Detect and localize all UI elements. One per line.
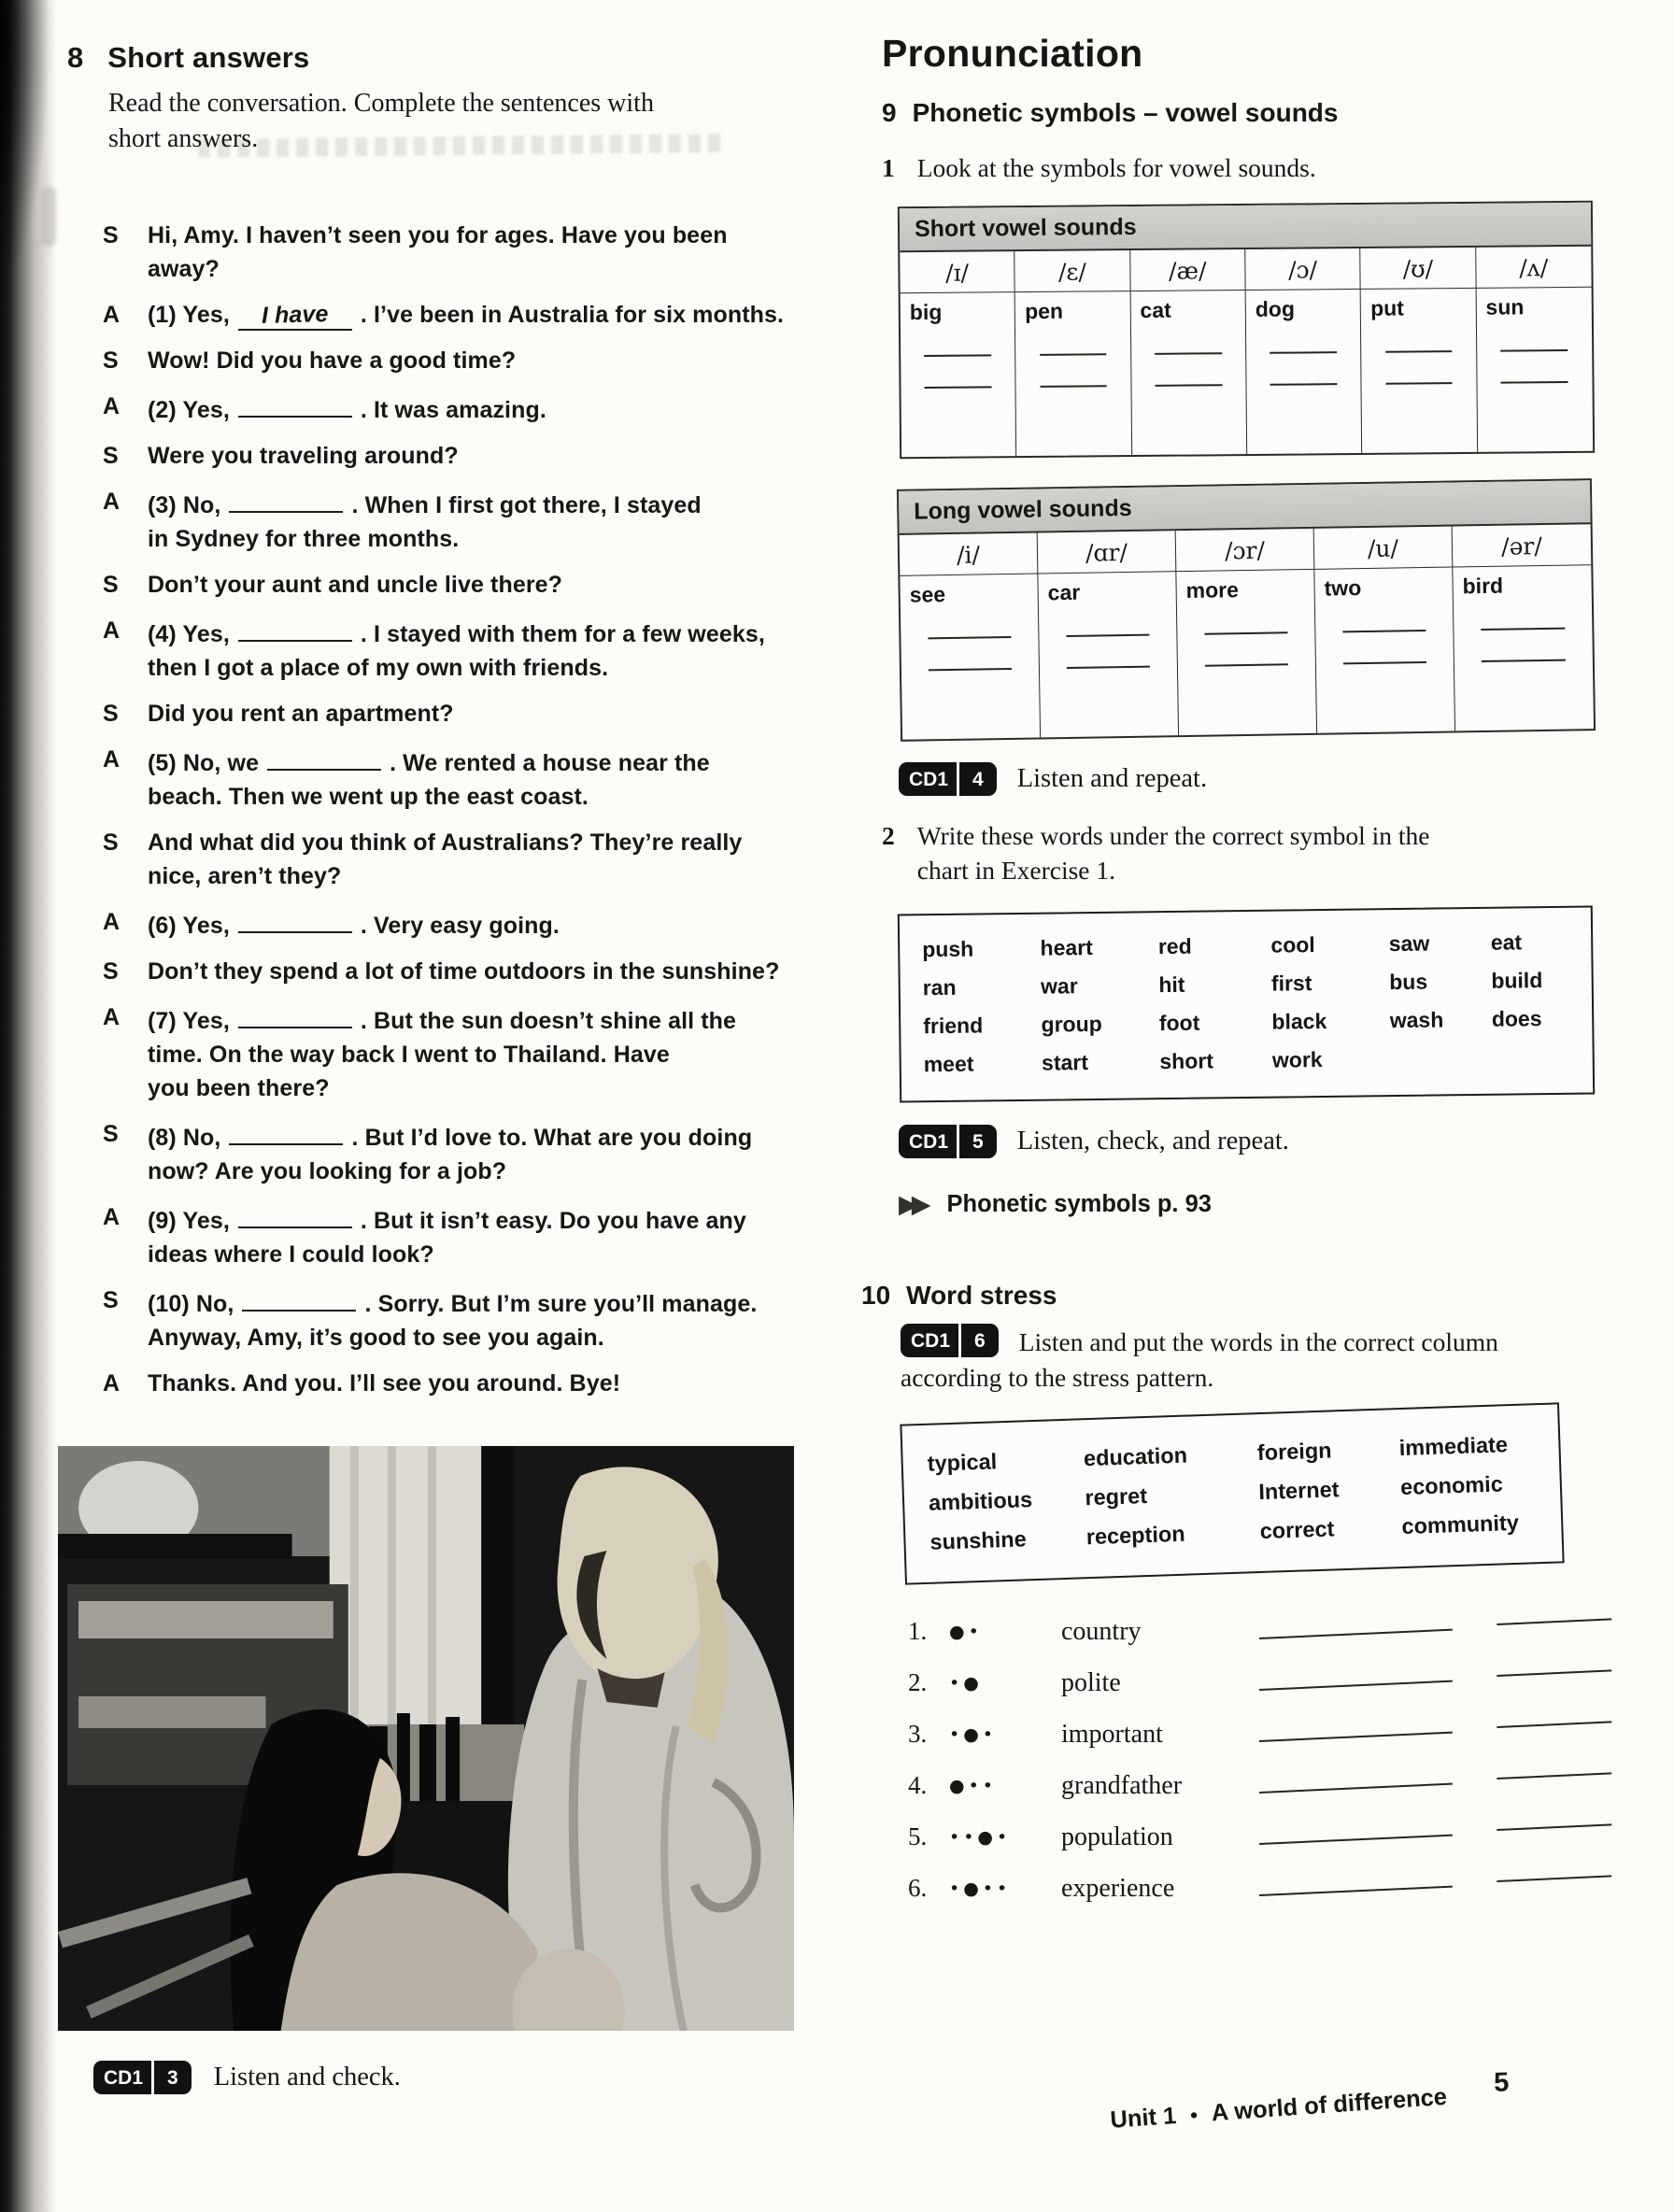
- dialog-line: [103, 743, 803, 814]
- table-cell: [1038, 572, 1179, 737]
- cd-badge: [901, 1324, 999, 1357]
- table-cell: [1361, 289, 1478, 453]
- word-row: [900, 565, 1594, 740]
- task-1: [882, 150, 1612, 185]
- word: cool: [1270, 932, 1315, 958]
- dialog-line: [103, 439, 803, 473]
- item-word: experience: [1061, 1874, 1175, 1904]
- dialog-line: [103, 697, 803, 730]
- exercise-10-heading: [861, 1281, 1612, 1311]
- exercise-number: 8: [67, 41, 84, 74]
- dialog-text: Thanks. And you. I’ll see you around. Bye!: [148, 1370, 621, 1397]
- phonetic-symbol: /ʊ/: [1361, 248, 1477, 290]
- answer-blank: [238, 303, 352, 331]
- dialog-line: [103, 1117, 803, 1188]
- table-cell: [900, 574, 1041, 740]
- dialog-text: (7) Yes, . But the sun doesn’t shine all the time. On the way back I went to Thailand. Have you been there?: [148, 1000, 736, 1105]
- speaker-label: S: [103, 222, 119, 249]
- cd-badge: [899, 762, 997, 796]
- write-in-line: [1270, 351, 1338, 354]
- word: ran: [922, 975, 957, 1000]
- handwritten-answer: I have: [261, 301, 329, 330]
- word: heart: [1040, 935, 1093, 961]
- word: foot: [1158, 1010, 1200, 1036]
- speaker-label: S: [103, 572, 119, 599]
- word-column: [1270, 926, 1390, 1081]
- write-in-line: [1259, 1884, 1453, 1896]
- table-cell: [1246, 290, 1363, 454]
- speaker-label: A: [103, 1370, 121, 1397]
- write-in-line: [1482, 628, 1566, 631]
- page-footer: [1109, 2067, 1511, 2135]
- dialog-text: (9) Yes, . But it isn’t easy. Do you have any ideas where I could look?: [148, 1200, 746, 1271]
- speaker-label: S: [103, 443, 119, 470]
- stress-item: [908, 1874, 1612, 1904]
- cd-track-number: 3: [167, 2067, 178, 2089]
- speaker-label: A: [103, 1004, 121, 1031]
- example-word: car: [1047, 579, 1081, 605]
- example-word: two: [1324, 575, 1362, 601]
- task-2: [882, 818, 1612, 887]
- unit-label: Unit 1: [1109, 2103, 1178, 2134]
- speaker-label: A: [103, 1204, 121, 1231]
- table-title: Short vowel sounds: [900, 203, 1591, 252]
- speaker-label: A: [103, 909, 121, 936]
- exercise-9-heading: [882, 98, 1612, 128]
- answer-blank: [238, 390, 352, 418]
- speaker-label: S: [103, 347, 119, 375]
- example-word: pen: [1025, 298, 1064, 324]
- write-in-line: [1066, 634, 1149, 637]
- exercise-8-section: [67, 41, 803, 1412]
- word-stress-box: [900, 1402, 1564, 1584]
- write-in-line: [1259, 1781, 1453, 1794]
- dialog-text: Did you rent an apartment?: [148, 701, 454, 728]
- exercise2-word-box: [898, 906, 1595, 1103]
- word: friend: [923, 1013, 984, 1039]
- word: group: [1041, 1012, 1102, 1038]
- write-in-line: [1342, 630, 1426, 632]
- cd-task-instruction: [901, 1324, 1612, 1393]
- dialog-text: Were you traveling around?: [148, 443, 459, 470]
- example-word: sun: [1485, 294, 1525, 319]
- exercise-8-instructions: Read the conversation. Complete the sentences with short answers.: [108, 89, 654, 154]
- speaker-label: S: [103, 1121, 119, 1148]
- speaker-label: A: [103, 489, 121, 516]
- table-cell: [901, 292, 1017, 457]
- cd-listen-check-repeat-row: [899, 1125, 1612, 1158]
- write-in-line: [1482, 659, 1566, 662]
- stress-dots-icon: ●•: [949, 1622, 983, 1643]
- dialog-line: [103, 826, 803, 893]
- word-column: [1389, 924, 1493, 1078]
- task-number: 1: [882, 153, 895, 182]
- section-heading: Pronunciation: [882, 32, 1143, 75]
- speaker-label: S: [103, 958, 119, 985]
- answer-blank: [238, 905, 352, 933]
- word: war: [1040, 973, 1078, 1000]
- speaker-label: S: [103, 701, 119, 728]
- dialog-text: Wow! Did you have a good time?: [148, 347, 517, 375]
- double-arrow-icon: ▶▶: [899, 1190, 925, 1219]
- page-number: 5: [1493, 2067, 1511, 2098]
- phonetic-symbol: /ɔ/: [1245, 248, 1361, 291]
- word-column: [922, 929, 1042, 1085]
- answer-blank: [238, 1000, 352, 1028]
- phonetic-symbol: /u/: [1314, 527, 1454, 570]
- item-number: 6.: [908, 1874, 928, 1903]
- dialog-text: Don’t they spend a lot of time outdoors in the sunshine?: [148, 958, 780, 985]
- table-title: Long vowel sounds: [899, 480, 1591, 535]
- stress-dots-icon: •●•: [949, 1724, 997, 1746]
- dialog-line: [103, 485, 803, 556]
- write-in-line: [1497, 1771, 1612, 1780]
- speaker-label: A: [103, 302, 121, 329]
- word-column: [927, 1439, 1086, 1561]
- example-word: cat: [1140, 297, 1171, 323]
- stress-dots-icon: •●••: [949, 1879, 1012, 1900]
- write-in-line: [1156, 384, 1223, 387]
- write-in-line: [929, 668, 1012, 671]
- write-in-line: [1040, 353, 1107, 356]
- write-in-line: [1259, 1679, 1453, 1691]
- photo-illustration: [58, 1446, 794, 2031]
- write-in-line: [1155, 352, 1222, 355]
- speaker-label: S: [103, 830, 119, 857]
- cd-caption: Listen and put the words in the correct column: [1018, 1327, 1498, 1357]
- word: sunshine: [929, 1526, 1028, 1554]
- word: typical: [927, 1449, 998, 1476]
- stress-dots-icon: ••●•: [949, 1827, 1012, 1849]
- word: immediate: [1398, 1432, 1509, 1461]
- bullet-separator: •: [1189, 2103, 1199, 2127]
- speaker-label: S: [103, 1287, 119, 1314]
- word-column: [1398, 1424, 1554, 1546]
- exercise-10-section: [861, 1281, 1612, 1904]
- cd-listen-and-check-row: [93, 2061, 401, 2094]
- cd-track-number: 5: [972, 1131, 984, 1154]
- exercise-8-heading: [67, 41, 803, 75]
- word: education: [1083, 1442, 1188, 1471]
- word-column: [1083, 1433, 1260, 1556]
- phonetic-symbol: /ɛ/: [1015, 250, 1131, 292]
- word: foreign: [1256, 1438, 1332, 1466]
- answer-blank: [238, 614, 352, 642]
- answer-blank: [229, 1117, 343, 1145]
- cd-caption: Listen and repeat.: [1016, 764, 1208, 794]
- dialog-line: [103, 1000, 803, 1105]
- write-in-line: [1259, 1833, 1453, 1845]
- dialog-text: (1) Yes, I have . I’ve been in Australia for six months.: [148, 298, 784, 332]
- stress-item: [908, 1771, 1612, 1801]
- table-cell: [1130, 291, 1247, 455]
- item-word: grandfather: [1061, 1771, 1183, 1801]
- write-in-line: [925, 355, 992, 358]
- exercise-number: 9: [882, 98, 897, 127]
- phonetic-symbol: /ɪ/: [900, 251, 1015, 293]
- word-column: [1491, 923, 1589, 1077]
- example-word: big: [909, 299, 943, 325]
- exercise-title: Phonetic symbols – vowel sounds: [912, 98, 1339, 127]
- example-word: put: [1370, 295, 1405, 320]
- word: does: [1491, 1006, 1542, 1032]
- item-number: 2.: [908, 1668, 928, 1697]
- stress-item: [908, 1617, 1612, 1647]
- answer-blank: [267, 743, 381, 771]
- word: Internet: [1257, 1477, 1340, 1505]
- dialog-text: (10) No, . Sorry. But I’m sure you’ll manage. Anyway, Amy, it’s good to see you again.: [148, 1283, 757, 1354]
- word-column: [1256, 1428, 1402, 1551]
- cd-label: CD1: [93, 2061, 154, 2094]
- dialog-text: Don’t your aunt and uncle live there?: [148, 572, 563, 599]
- table-cell: [1176, 570, 1317, 735]
- write-in-line: [1259, 1730, 1453, 1742]
- item-number: 5.: [908, 1822, 928, 1851]
- write-in-line: [1067, 666, 1150, 669]
- dialog-line: [103, 1367, 803, 1400]
- speaker-label: A: [103, 617, 121, 645]
- task-text: Look at the symbols for vowel sounds.: [916, 153, 1316, 182]
- dialog-text: (5) No, we . We rented a house near the beach. Then we went up the east coast.: [148, 743, 710, 814]
- write-in-line: [928, 636, 1011, 639]
- conversation: [103, 219, 803, 1400]
- long-vowel-table: [897, 478, 1596, 742]
- cd-caption: Listen and check.: [213, 2063, 401, 2091]
- write-in-line: [1343, 661, 1426, 664]
- photo-two-women-talking: [58, 1446, 794, 2031]
- table-cell: [1476, 288, 1593, 452]
- speaker-label: A: [103, 746, 121, 773]
- dialog-line: [103, 344, 803, 377]
- dialog-line: [103, 298, 803, 332]
- cd-track-number: 4: [972, 769, 984, 791]
- dialog-line: [103, 568, 803, 602]
- cd-badge: [899, 1125, 997, 1158]
- cd-label: CD1: [899, 762, 959, 796]
- cd-badge: [93, 2061, 192, 2094]
- cd-caption-line2: according to the stress pattern.: [901, 1363, 1214, 1393]
- word: community: [1401, 1510, 1520, 1539]
- cd-caption: Listen, check, and repeat.: [1016, 1127, 1289, 1156]
- scan-artifact: [41, 187, 56, 247]
- write-in-line: [1500, 349, 1568, 352]
- dialog-line: [103, 614, 803, 685]
- stress-item: [908, 1668, 1612, 1698]
- stress-item: [908, 1822, 1612, 1852]
- pronunciation-section: [861, 32, 1612, 1925]
- item-word: important: [1061, 1720, 1163, 1750]
- write-in-line: [1270, 383, 1338, 386]
- dialog-text: (2) Yes, . It was amazing.: [148, 390, 546, 427]
- dialog-line: [103, 905, 803, 943]
- word: saw: [1388, 930, 1430, 957]
- item-number: 1.: [908, 1617, 928, 1646]
- word: eat: [1490, 929, 1523, 956]
- table-cell: [1314, 568, 1455, 733]
- phonetic-symbol: /æ/: [1130, 249, 1246, 291]
- dialog-text: (6) Yes, . Very easy going.: [148, 905, 560, 943]
- phonetic-symbols-reference: [899, 1190, 1612, 1219]
- word: regret: [1084, 1483, 1148, 1510]
- stress-dots-icon: •●: [949, 1673, 983, 1694]
- stress-dots-icon: ●••: [949, 1776, 997, 1797]
- exercise-number: 10: [861, 1281, 891, 1311]
- book-spine-shadow: [0, 0, 58, 2212]
- phonetic-symbol: /i/: [900, 533, 1039, 576]
- dialog-text: (8) No, . But I’d love to. What are you doing now? Are you looking for a job?: [148, 1117, 752, 1188]
- write-in-line: [1497, 1720, 1612, 1729]
- write-in-line: [1497, 1822, 1612, 1832]
- dialog-line: [103, 219, 803, 286]
- dialog-text: (3) No, . When I first got there, I stayed in Sydney for three months.: [148, 485, 702, 556]
- item-word: country: [1061, 1617, 1142, 1647]
- word: economic: [1399, 1471, 1504, 1500]
- short-vowel-table: [898, 201, 1595, 459]
- write-in-line: [1497, 1668, 1612, 1678]
- dialog-text: And what did you think of Australians? They’re really nice, aren’t they?: [148, 830, 743, 890]
- word: work: [1271, 1047, 1323, 1073]
- answer-blank: [229, 485, 343, 513]
- example-word: see: [909, 582, 946, 607]
- item-word: population: [1061, 1822, 1173, 1852]
- word: correct: [1259, 1516, 1335, 1544]
- word: ambitious: [928, 1487, 1033, 1515]
- write-in-line: [1204, 631, 1287, 634]
- write-in-line: [1497, 1874, 1612, 1883]
- write-in-line: [925, 387, 992, 390]
- table-cell: [1453, 565, 1594, 730]
- phonetic-symbol: /ər/: [1453, 524, 1592, 567]
- example-word: bird: [1462, 573, 1504, 599]
- dialog-line: [103, 390, 803, 427]
- word: reception: [1085, 1521, 1185, 1550]
- unit-title: A world of difference: [1210, 2083, 1448, 2127]
- word: push: [922, 936, 974, 962]
- exercise-title: Word stress: [906, 1281, 1057, 1311]
- write-in-line: [1497, 1617, 1612, 1626]
- word: red: [1157, 934, 1192, 959]
- dialog-line: [103, 1200, 803, 1271]
- item-word: polite: [1061, 1668, 1121, 1698]
- phonetic-symbol: /ʌ/: [1476, 247, 1592, 289]
- dialog-text: Hi, Amy. I haven’t seen you for ages. Have you been away?: [148, 222, 728, 283]
- symbol-row: [900, 247, 1591, 293]
- word: short: [1159, 1048, 1214, 1074]
- cd-listen-and-repeat-row: [899, 762, 1612, 796]
- write-in-line: [1205, 663, 1288, 666]
- table-cell: [1015, 291, 1132, 456]
- example-word: more: [1185, 577, 1240, 603]
- word: wash: [1389, 1007, 1444, 1033]
- word: bus: [1389, 970, 1428, 995]
- speaker-label: A: [103, 393, 121, 420]
- cd-label: CD1: [901, 1324, 961, 1357]
- write-in-line: [1040, 385, 1107, 388]
- task-number: 2: [882, 821, 895, 851]
- word: meet: [923, 1051, 974, 1077]
- dialog-text: (4) Yes, . I stayed with them for a few weeks, then I got a place of my own with friends.: [148, 614, 765, 685]
- dialog-line: [103, 955, 803, 988]
- phonetic-symbol: /ɔr/: [1176, 529, 1315, 572]
- item-number: 4.: [908, 1771, 928, 1800]
- stress-item: [908, 1720, 1612, 1750]
- word: build: [1491, 968, 1543, 994]
- answer-blank: [238, 1200, 352, 1228]
- write-in-line: [1259, 1627, 1453, 1639]
- stress-pattern-list: [908, 1617, 1612, 1904]
- example-word: dog: [1255, 296, 1296, 322]
- task-text: Write these words under the correct symbol in the chart in Exercise 1.: [916, 821, 1430, 886]
- word: first: [1270, 971, 1312, 997]
- word: start: [1041, 1050, 1089, 1076]
- cd-track-number: 6: [974, 1330, 986, 1353]
- exercise-title: Short answers: [107, 41, 310, 74]
- answer-blank: [242, 1283, 356, 1312]
- dialog-line: [103, 1283, 803, 1354]
- cd-label: CD1: [899, 1125, 959, 1158]
- word-row: [901, 288, 1593, 457]
- write-in-line: [1385, 350, 1453, 353]
- write-in-line: [1501, 381, 1568, 384]
- word: hit: [1158, 972, 1185, 998]
- reference-text: Phonetic symbols p. 93: [946, 1191, 1212, 1218]
- word-column: [1040, 929, 1159, 1084]
- write-in-line: [1385, 382, 1453, 385]
- item-number: 3.: [908, 1720, 928, 1749]
- word: black: [1271, 1009, 1327, 1035]
- phonetic-symbol: /ɑr/: [1038, 531, 1177, 574]
- word-column: [1158, 927, 1273, 1081]
